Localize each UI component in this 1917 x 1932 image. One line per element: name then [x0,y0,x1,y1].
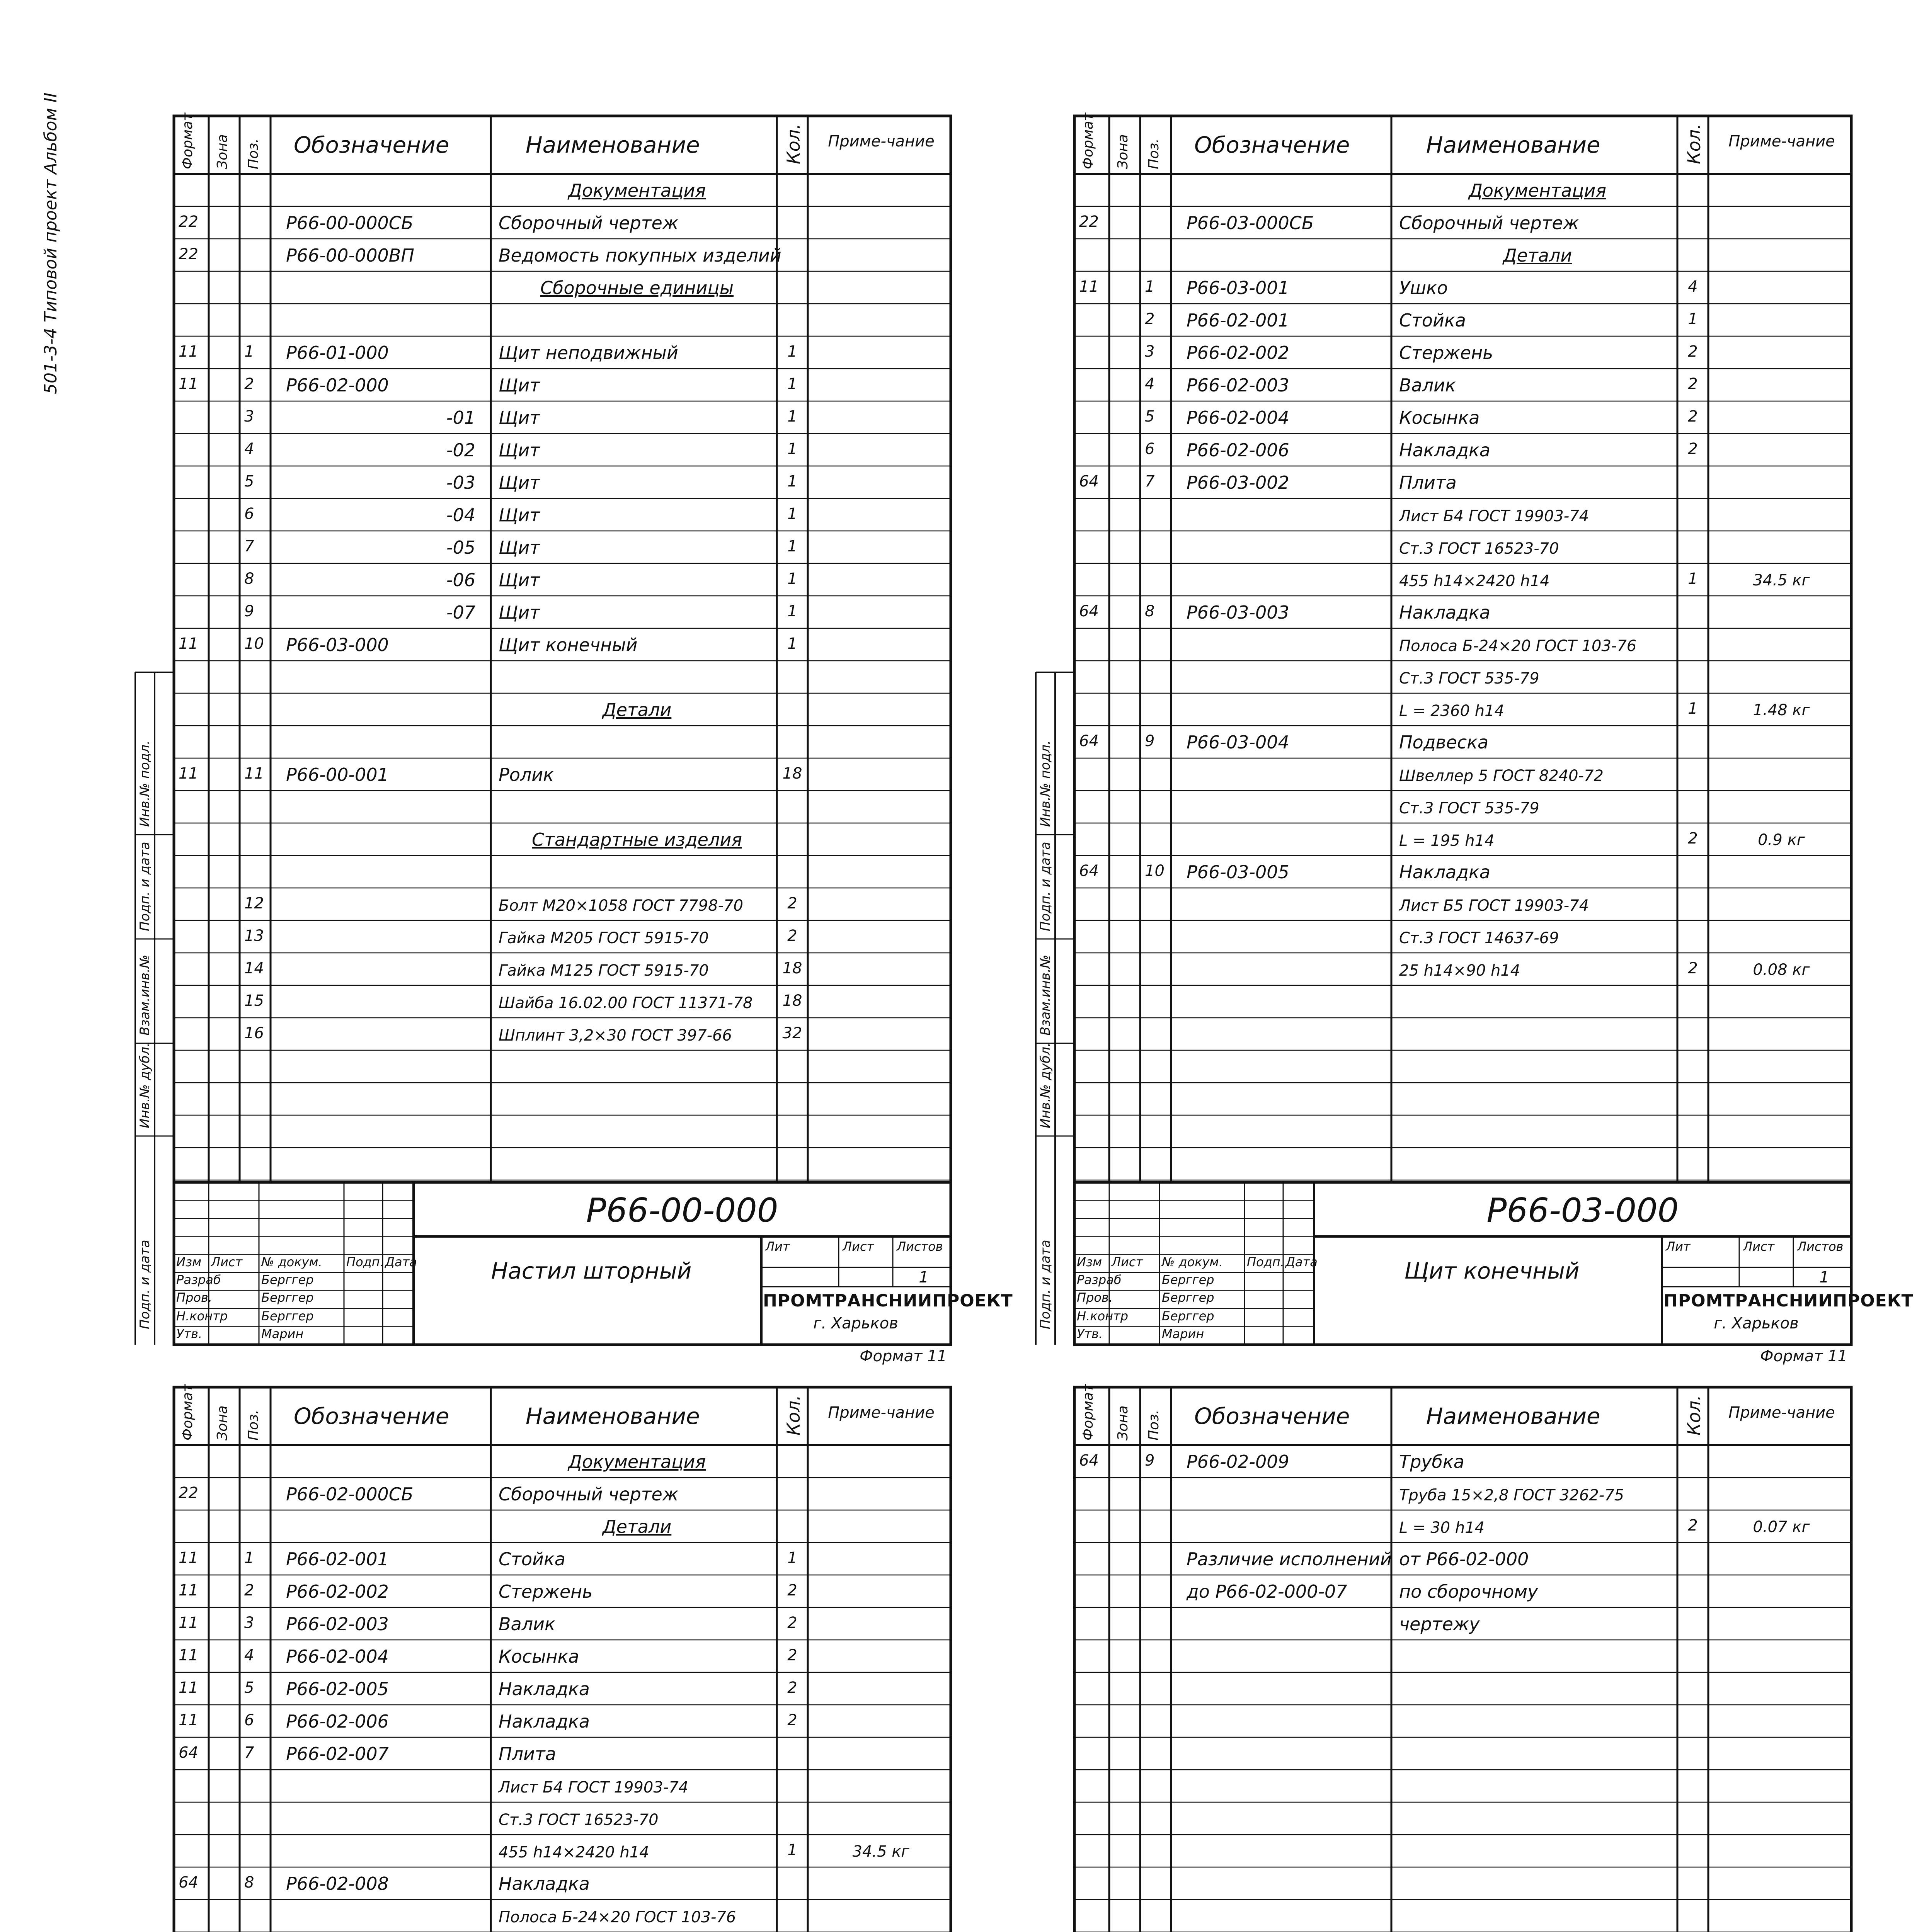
row-quantity: 18 [782,992,802,1010]
spec-sheet-3 [112,1384,951,1932]
row-designation: -04 [446,505,475,526]
row-quantity: 1 [787,1841,797,1859]
row-designation: Р66-00-001 [286,764,389,785]
company-city: г. Харьков [813,1315,898,1332]
row-position: 9 [1145,1452,1155,1469]
row-quantity: 1 [787,505,797,523]
document-title: Настил шторный [491,1258,692,1284]
row-name: Плита [1399,472,1457,493]
row-name: Стойка [1399,310,1466,331]
sheet-grid [1013,116,1914,1345]
row-name: Щит [499,602,540,623]
row-position: 14 [244,959,264,977]
stamp-prov: Пров. [176,1290,212,1305]
row-designation: Р66-02-008 [286,1873,389,1894]
row-name: Стандартные изделия [532,829,742,850]
format-label: Формат 11 [1760,1347,1847,1365]
row-designation: Р66-02-000СБ [286,1484,414,1505]
row-quantity: 2 [1688,343,1698,361]
row-format: 22 [179,213,198,231]
row-name: Стержень [1399,342,1493,363]
margin-field-label: Подп. и дата [137,842,153,931]
row-position: 13 [244,927,264,945]
stamp-utv: Утв. [176,1327,203,1341]
stamp-podp: Подп. [1247,1255,1284,1269]
row-name: Документация [568,180,706,201]
row-name: Болт М20×1058 ГОСТ 7798-70 [499,897,743,915]
row-name: Подвеска [1399,732,1489,753]
row-quantity: 1 [787,343,797,361]
row-position: 4 [244,440,254,458]
stamp-p3: Берггер [261,1309,314,1323]
row-name: Щит [499,537,540,558]
row-name: 25 h14×90 h14 [1399,962,1520,980]
row-name: Ст.3 ГОСТ 535-79 [1399,799,1539,817]
header-zone: Зона [1115,1405,1131,1440]
row-name: Гайка М205 ГОСТ 5915-70 [499,929,709,947]
row-name: Ст.3 ГОСТ 16523-70 [1399,540,1559,558]
row-quantity: 1 [787,635,797,653]
stamp-sheet: Лист [843,1239,874,1254]
margin-field-label: Инв.№ подл. [1038,740,1053,827]
row-quantity: 1 [787,408,797,425]
margin-field-label: Взам.инв.№ [1038,954,1053,1036]
stamp-p4: Марин [1162,1327,1204,1341]
spec-sheet-2 [1013,112,1914,1365]
header-pos: Поз. [1146,138,1162,169]
row-quantity: 2 [1688,408,1698,425]
stamp-ndoc: № докум. [261,1255,322,1269]
row-designation: -05 [446,537,475,558]
document-code: Р66-03-000 [1486,1191,1679,1230]
row-designation: Р66-02-007 [286,1743,389,1764]
row-quantity: 2 [787,1646,797,1664]
header-name: Наименование [1426,132,1600,158]
row-name: Ушко [1399,277,1448,298]
row-name: Сборочные единицы [540,277,734,298]
margin-field-label: Инв.№ подл. [137,740,153,827]
row-name: Плита [499,1743,556,1764]
header-qty: Кол. [1684,124,1704,164]
company-name: ПРОМТРАНСНИИПРОЕКТ [1663,1291,1914,1311]
header-designation: Обозначение [294,132,449,158]
row-position: 3 [1145,343,1155,361]
row-position: 3 [244,1614,254,1632]
stamp-p2: Берггер [1162,1290,1214,1305]
row-designation: Р66-02-006 [1187,440,1289,461]
row-format: 22 [1079,213,1099,231]
stamp-prov: Пров. [1077,1290,1113,1305]
row-position: 6 [1145,440,1155,458]
header-name: Наименование [1426,1403,1600,1429]
row-name: Щит [499,407,540,428]
row-name: Детали [602,1516,672,1537]
row-designation: Р66-03-005 [1187,862,1289,883]
row-designation: Р66-03-004 [1187,732,1289,753]
row-quantity: 2 [787,1711,797,1729]
row-designation: -06 [446,570,475,590]
stamp-izm: Изм [176,1255,202,1269]
row-position: 4 [1145,375,1155,393]
row-quantity: 1 [787,537,797,555]
header-designation: Обозначение [1194,132,1350,158]
spec-sheet-1 [112,112,1013,1365]
row-name: Шайба 16.02.00 ГОСТ 11371-78 [499,994,753,1012]
row-position: 5 [244,1679,254,1697]
row-format: 11 [179,1549,198,1567]
row-format: 11 [179,765,198,782]
row-quantity: 2 [1688,440,1698,458]
row-position: 5 [1145,408,1155,425]
row-designation: Р66-02-004 [286,1646,389,1667]
margin-field-label: Инв.№ дубл. [137,1043,153,1128]
row-name: Швеллер 5 ГОСТ 8240-72 [1399,767,1604,785]
row-position: 7 [244,537,254,555]
row-name: Косынка [1399,407,1480,428]
row-name: Лист Б4 ГОСТ 19903-74 [499,1779,689,1796]
header-designation: Обозначение [1194,1403,1350,1429]
row-position: 15 [244,992,264,1010]
stamp-lit: Лит [1666,1239,1691,1254]
stamp-razrab: Разраб [176,1272,221,1287]
row-designation: Р66-02-002 [286,1581,389,1602]
row-name: Щит [499,472,540,493]
row-note: 0.9 кг [1758,831,1805,849]
header-qty: Кол. [783,124,804,164]
row-position: 3 [244,408,254,425]
row-name: от Р66-02-000 [1399,1549,1529,1570]
row-quantity: 2 [1688,959,1698,977]
header-note: Приме-чание [828,1404,935,1422]
row-quantity: 1 [787,602,797,620]
margin-field-label: Взам.инв.№ [137,954,153,1036]
row-designation: Р66-02-000 [286,375,389,396]
document-title: Щит конечный [1404,1258,1580,1284]
row-position: 2 [244,375,254,393]
row-name: Полоса Б-24×20 ГОСТ 103-76 [1399,637,1637,655]
row-name: Шплинт 3,2×30 ГОСТ 397-66 [499,1027,732,1044]
row-designation: -03 [446,472,475,493]
row-quantity: 4 [1688,278,1698,296]
header-name: Наименование [526,1403,700,1429]
row-name: Стержень [499,1581,593,1602]
row-name: Накладка [499,1711,590,1732]
margin-field-label: Инв.№ дубл. [1038,1043,1053,1128]
row-name: Ведомость покупных изделий [499,245,781,266]
header-zone: Зона [215,1405,230,1440]
row-position: 7 [244,1744,254,1762]
row-format: 11 [179,1679,198,1697]
row-name: Сборочный чертеж [1399,213,1579,233]
row-note: 34.5 кг [852,1843,909,1861]
stamp-p4: Марин [261,1327,304,1341]
row-name: Ролик [499,764,554,785]
row-format: 64 [1079,602,1099,620]
row-position: 12 [244,895,264,912]
row-name: Ст.3 ГОСТ 14637-69 [1399,929,1559,947]
row-position: 10 [244,635,264,653]
company-city: г. Харьков [1714,1315,1799,1332]
document-code: Р66-00-000 [586,1191,778,1230]
row-quantity: 18 [782,959,802,977]
row-format: 64 [179,1874,198,1891]
row-name: Накладка [499,1873,590,1894]
row-format: 11 [179,343,198,361]
stamp-izm: Изм [1077,1255,1102,1269]
stamp-data: Дата [385,1255,417,1269]
spec-sheet-4 [1013,1384,1851,1932]
stamp-data: Дата [1285,1255,1318,1269]
row-designation: Р66-02-002 [1187,342,1289,363]
header-note: Приме-чание [1728,1404,1835,1422]
row-position: 6 [244,505,254,523]
row-quantity: 1 [1688,570,1698,588]
margin-field-label: Подп. и дата [1038,842,1053,931]
stamp-utv: Утв. [1077,1327,1103,1341]
row-designation: Р66-03-000 [286,634,389,655]
row-quantity: 1 [787,375,797,393]
header-note: Приме-чание [1728,133,1835,150]
row-position: 8 [1145,602,1155,620]
row-name: Гайка М125 ГОСТ 5915-70 [499,962,709,980]
header-qty: Кол. [783,1395,804,1435]
row-format: 22 [179,1484,198,1502]
row-quantity: 32 [782,1024,802,1042]
row-name: Труба 15×2,8 ГОСТ 3262-75 [1399,1486,1624,1504]
row-format: 11 [1079,278,1099,296]
row-position: 4 [244,1646,254,1664]
row-designation: Р66-03-000СБ [1187,213,1314,233]
row-name: Ст.3 ГОСТ 16523-70 [499,1811,659,1829]
row-position: 1 [244,343,254,361]
stamp-ndoc: № докум. [1162,1255,1223,1269]
header-pos: Поз. [1146,1410,1162,1440]
header-zone: Зона [215,134,230,169]
stamp-sheet: Лист [1743,1239,1775,1254]
row-designation: Р66-03-001 [1187,277,1289,298]
row-format: 64 [1079,862,1099,880]
row-name: Валик [499,1614,555,1634]
row-designation: Р66-02-001 [1187,310,1289,331]
row-position: 5 [244,473,254,490]
row-quantity: 18 [782,765,802,782]
row-quantity: 1 [787,570,797,588]
row-designation: Р66-02-004 [1187,407,1289,428]
row-name: Документация [568,1451,706,1472]
row-quantity: 2 [787,1679,797,1697]
row-format: 11 [179,1582,198,1599]
row-name: Щит [499,505,540,526]
row-designation: Р66-03-002 [1187,472,1289,493]
header-format: Формат [180,112,196,169]
row-name: Валик [1399,375,1456,396]
header-designation: Обозначение [294,1403,449,1429]
row-position: 11 [244,765,264,782]
sheet-grid [112,116,1013,1345]
row-designation: Р66-01-000 [286,342,389,363]
row-position: 10 [1145,862,1165,880]
row-note: 1.48 кг [1753,701,1810,719]
row-position: 9 [1145,732,1155,750]
row-note: 34.5 кг [1753,571,1810,589]
row-format: 22 [179,245,198,263]
stamp-p3: Берггер [1162,1309,1214,1323]
row-quantity: 1 [787,473,797,490]
row-format: 64 [1079,473,1099,490]
row-name: L = 195 h14 [1399,832,1495,850]
row-format: 64 [1079,732,1099,750]
row-quantity: 1 [787,440,797,458]
stamp-p1: Берггер [261,1272,314,1287]
row-designation: Р66-02-006 [286,1711,389,1732]
header-format: Формат [1080,1384,1096,1440]
row-name: Щит [499,375,540,396]
row-name: Документация [1468,180,1607,201]
company-name: ПРОМТРАНСНИИПРОЕКТ [763,1291,1013,1311]
row-designation: -07 [446,602,475,623]
row-name: по сборочному [1399,1581,1538,1602]
row-name: L = 2360 h14 [1399,702,1504,720]
row-name: 455 h14×2420 h14 [1399,572,1550,590]
margin-field-label: Подп. и дата [137,1240,153,1329]
row-designation: -01 [446,407,475,428]
row-name: 455 h14×2420 h14 [499,1844,649,1861]
stamp-razrab: Разраб [1077,1272,1122,1287]
stamp-podp: Подп. [346,1255,384,1269]
margin-field-label: Подп. и дата [1038,1240,1053,1329]
header-format: Формат [180,1384,196,1440]
row-quantity: 1 [1688,700,1698,718]
row-name: Щит неподвижный [499,342,678,363]
row-format: 64 [1079,1452,1099,1469]
stamp-lit: Лит [765,1239,790,1254]
row-name: Щит [499,440,540,461]
row-name: Щит конечный [499,634,638,655]
row-position: 8 [244,1874,254,1891]
row-name: Накладка [499,1679,590,1699]
row-position: 1 [244,1549,254,1567]
row-quantity: 1 [1688,310,1698,328]
row-quantity: 2 [1688,830,1698,847]
row-name: чертежу [1399,1614,1480,1634]
row-position: 6 [244,1711,254,1729]
sheets-total: 1 [919,1269,929,1286]
stamp-list: Лист [211,1255,243,1269]
row-designation: Р66-02-005 [286,1679,389,1699]
header-zone: Зона [1115,134,1131,169]
row-position: 2 [1145,310,1155,328]
row-quantity: 2 [1688,375,1698,393]
stamp-nkontr: Н.контр [176,1309,228,1323]
sheets-total: 1 [1819,1269,1829,1286]
row-position: 9 [244,602,254,620]
row-name: Трубка [1399,1451,1464,1472]
row-designation: Р66-03-003 [1187,602,1289,623]
header-format: Формат [1080,112,1096,169]
row-position: 1 [1145,278,1155,296]
album-side-stamp: 501-3-4 Типовой проект Альбом II [41,92,61,394]
row-designation: Р66-02-009 [1187,1451,1289,1472]
row-name: Сборочный чертеж [499,1484,679,1505]
row-note: 0.07 кг [1753,1518,1810,1536]
stamp-nkontr: Н.контр [1077,1309,1129,1323]
header-name: Наименование [526,132,700,158]
row-position: 7 [1145,473,1155,490]
row-format: 11 [179,1614,198,1632]
row-name: Накладка [1399,440,1490,461]
row-designation: Р66-00-000ВП [286,245,414,266]
row-name: Косынка [499,1646,579,1667]
row-format: 64 [179,1744,198,1762]
row-name: Детали [602,699,672,720]
row-designation: Р66-00-000СБ [286,213,414,233]
row-designation: Р66-02-001 [286,1549,389,1570]
stamp-sheets: Листов [897,1239,943,1254]
row-quantity: 2 [787,895,797,912]
row-position: 8 [244,570,254,588]
row-quantity: 2 [1688,1517,1698,1534]
row-name: Сборочный чертеж [499,213,679,233]
row-quantity: 1 [787,1549,797,1567]
header-qty: Кол. [1684,1395,1704,1435]
header-pos: Поз. [245,138,261,169]
row-name: Стойка [499,1549,565,1570]
row-designation: до Р66-02-000-07 [1187,1581,1347,1602]
row-name: Детали [1503,245,1572,266]
row-quantity: 2 [787,1582,797,1599]
row-quantity: 2 [787,1614,797,1632]
row-name: Щит [499,570,540,590]
row-designation: Р66-02-003 [286,1614,389,1634]
row-format: 11 [179,1711,198,1729]
row-position: 2 [244,1582,254,1599]
format-label: Формат 11 [860,1347,947,1365]
row-name: Ст.3 ГОСТ 535-79 [1399,670,1539,687]
row-format: 11 [179,635,198,653]
row-name: Накладка [1399,862,1490,883]
row-designation: Р66-02-003 [1187,375,1289,396]
row-name: Накладка [1399,602,1490,623]
row-note: 0.08 кг [1753,961,1810,979]
header-note: Приме-чание [828,133,935,150]
row-designation: Различие исполнений [1187,1549,1392,1570]
row-name: Полоса Б-24×20 ГОСТ 103-76 [499,1908,736,1926]
row-format: 11 [179,1646,198,1664]
row-position: 16 [244,1024,264,1042]
row-designation: -02 [446,440,475,461]
stamp-p2: Берггер [261,1290,314,1305]
header-pos: Поз. [245,1410,261,1440]
row-name: Лист Б4 ГОСТ 19903-74 [1399,507,1589,525]
row-quantity: 2 [787,927,797,945]
stamp-list: Лист [1112,1255,1143,1269]
row-format: 11 [179,375,198,393]
row-name: L = 30 h14 [1399,1519,1485,1537]
stamp-p1: Берггер [1162,1272,1214,1287]
stamp-sheets: Листов [1797,1239,1844,1254]
row-name: Лист Б5 ГОСТ 19903-74 [1399,897,1589,915]
